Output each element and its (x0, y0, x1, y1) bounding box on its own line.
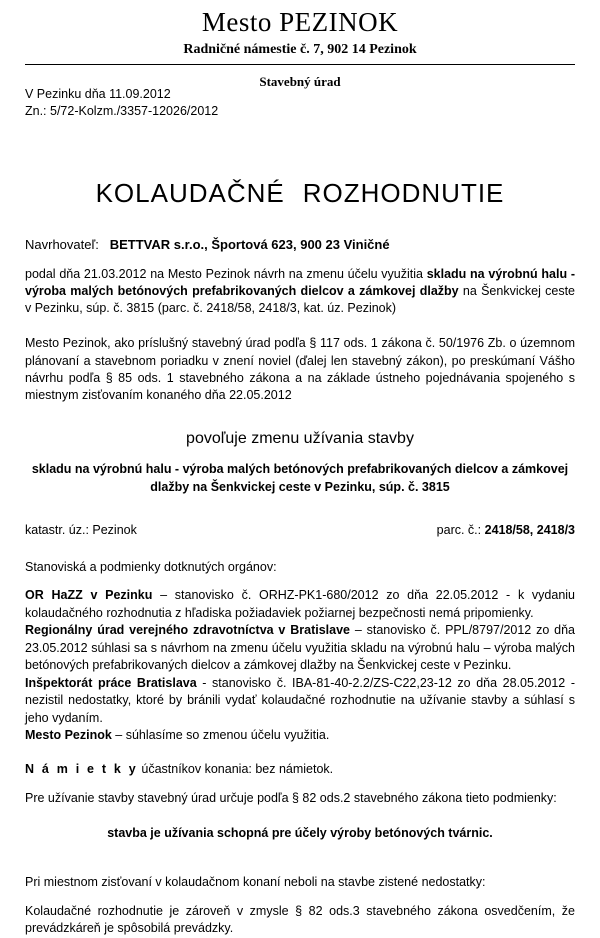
request-paragraph (25, 266, 575, 318)
organization-address: Radničné námestie č. 7, 902 14 Pezinok (183, 41, 417, 57)
applicant-line (25, 237, 575, 252)
objections-label: N á m i e t k y (25, 761, 138, 776)
ruling-subject: skladu na výrobnú halu - výroba malých betónových prefabrikovaných dielcov a zámkovej dlažby na Šenkvickej ceste v Pezinku, súp. č. 3815 (31, 462, 569, 494)
parcel-label: parc. č.: (436, 523, 482, 538)
request-bold-subject: skladu na výrobnú halu - výroba malých betónových prefabrikovaných dielcov a zámkovej dlažby (25, 266, 575, 298)
opinion-authority-1: Regionálny úrad verejného zdravotníctva v Bratislave (25, 623, 350, 638)
request-part-1: podal dňa 21.03.2012 na Mesto Pezinok návrh na zmenu účelu využitia (25, 266, 427, 281)
parcel-numbers: 2418/58, 2418/3 (484, 523, 575, 538)
opinion-authority-3: Mesto Pezinok (25, 728, 112, 743)
letterhead (25, 0, 575, 59)
request-part-2: na Šenkvickej ceste v Pezinku, súp. č. 3815 (parc. č. 2418/58, 2418/3, kat. úz. Pezinok) (25, 283, 576, 316)
title-word-1: KOLAUDAČNÉ (95, 177, 285, 208)
applicant-label: Navrhovateľ: (25, 236, 99, 252)
opinion-text-1: – stanovisko č. PPL/8797/2012 zo dňa 23.05.2012 súhlasi sa s návrhom na zmenu účelu využitia skladu na výrobnú halu – výroba malých betónových prefabrikovaných dielcov a zámkovej dlažby na Šenkvickej ceste v Pezinku. (25, 623, 575, 673)
place-and-date: V Pezinku dňa 11.09.2012 (25, 86, 171, 101)
reference-block (25, 86, 575, 120)
file-number: Zn.: 5/72-Kolzm./3357-12026/2012 (25, 103, 219, 118)
legal-basis-paragraph: Mesto Pezinok, ako príslušný stavebný úrad podľa § 117 ods. 1 zákona č. 50/1976 Zb. o územnom plánovaní a stavebnom poriadku v znení noviel (ďalej len stavebný zákon), po preskúmaní Vášho návrhu podľa § 85 ods. 1 stavebného zákona a na základe ústneho pojednávania spojeného s miestnym zisťovaním konaného dňa 22.05.2012 (25, 336, 575, 403)
parcel-row (25, 523, 575, 537)
objections-text: účastníkov konania: bez námietok. (137, 761, 334, 776)
opinion-text-2: - stanovisko č. IBA-81-40-2.2/ZS-C22,23-12 zo dňa 28.05.2012 - nezistil nedostatky, ktoré by bránili vydať kolaudačné rozhodnutie na užívanie stavby a súhlasí s jeho vydaním. (25, 675, 575, 725)
organization-name: Mesto PEZINOK (201, 7, 399, 37)
title-word-2: ROZHODNUTIE (302, 177, 505, 208)
applicant-value: BETTVAR s.r.o., Športová 623, 900 23 Viničné (109, 236, 390, 252)
opinions-list (25, 587, 575, 745)
opinions-lead: Stanoviská a podmienky dotknutých orgánov: (25, 560, 277, 575)
department-name: Stavebný úrad (259, 73, 341, 89)
opinion-text-3: – súhlasíme so zmenou účelu využitia. (111, 728, 330, 743)
condition-item: stavba je užívania schopná pre účely výroby betónových tvárnic. (107, 825, 493, 840)
conditions-lead: Pre užívanie stavby stavebný úrad určuje podľa § 82 ods.2 stavebného zákona tieto podmienky: (25, 790, 557, 805)
header-divider (25, 64, 575, 65)
cadastre-label: katastr. úz.: Pezinok (25, 523, 137, 538)
ruling-heading: povoľuje zmenu užívania stavby (186, 430, 414, 448)
closing-paragraph: Kolaudačné rozhodnutie je zároveň v zmysle § 82 ods.3 stavebného zákona osvedčením, že prevádzkáreň je spôsobilá prevádzky. (25, 903, 575, 936)
page-title (25, 178, 575, 209)
opinion-authority-0: OR HaZZ v Pezinku (25, 588, 153, 603)
parcel-info (437, 523, 575, 537)
opinion-text-0: – stanovisko č. ORHZ-PK1-680/2012 zo dňa 22.05.2012 - k vydaniu kolaudačného rozhodnutia z hľadiska požiadaviek požiarnej bezpečnosti nemá pripomienky. (25, 588, 576, 620)
closing-lead: Pri miestnom zisťovaní v kolaudačnom konaní neboli na stavbe zistené nedostatky: (25, 874, 486, 889)
opinion-authority-2: Inšpektorát práce Bratislava (25, 675, 197, 690)
objections-line (25, 762, 575, 776)
